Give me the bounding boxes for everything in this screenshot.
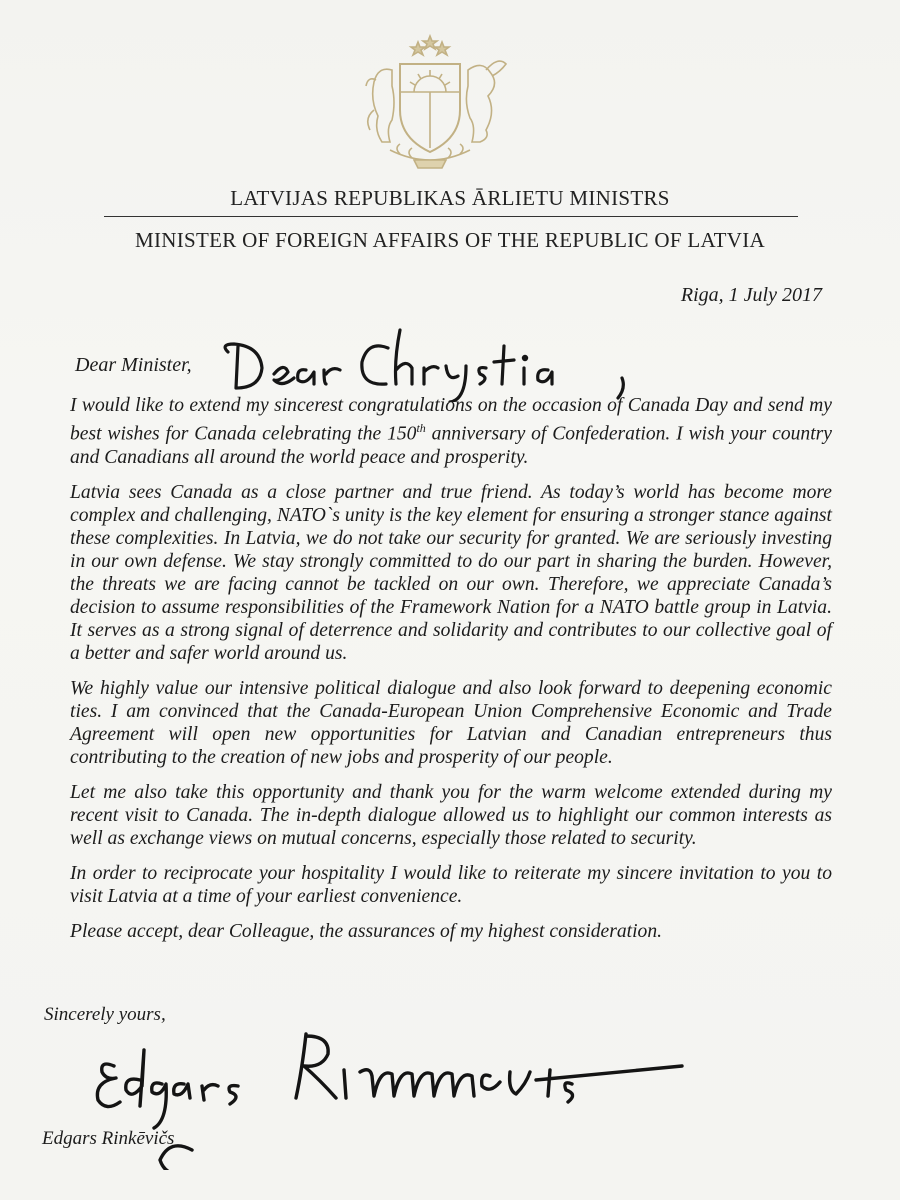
signer-name: Edgars Rinkēvičs xyxy=(42,1128,175,1149)
paragraph-thanks: Let me also take this opportunity and thank you for the warm welcome extended during my recent visit to Canada. The in-depth dialogue allowed us to highlight our common interests as well as exchange views on mutual concerns, especially those related to security. xyxy=(70,781,832,849)
paragraph-1-text: I would like to extend my sincerest congratulations on the occasion of Canada Day and send my best wishes for Canada celebrating the 150 xyxy=(70,395,832,445)
paragraph-1-text-cont: anniversary of Confederation. I wish your country and Canadians all around the world peace and prosperity. xyxy=(70,423,832,468)
letterhead-title-latvian: LATVIJAS REPUBLIKAS ĀRLIETU MINISTRS xyxy=(230,186,670,210)
paragraph-congratulations xyxy=(70,394,832,469)
handwritten-salutation-image xyxy=(210,322,650,402)
paragraph-invitation: In order to reciprocate your hospitality I would like to reiterate my sincere invitation to you to visit Latvia at a time of your earliest convenience. xyxy=(70,862,832,907)
letter-body xyxy=(70,394,832,955)
ordinal-suffix: th xyxy=(416,421,426,435)
latvia-coat-of-arms-icon xyxy=(330,30,530,175)
letterhead-title-english: MINISTER OF FOREIGN AFFAIRS OF THE REPUBLIC OF LATVIA xyxy=(134,228,766,252)
paragraph-economic-ties: We highly value our intensive political dialogue and also look forward to deepening economic ties. I am convinced that the Canada-European Union Comprehensive Economic and Trade Agreement will open new opportunities for Latvian and Canadian entrepreneurs thus contributing to the creation of new jobs and prosperity of our people. xyxy=(70,677,832,768)
paragraph-consideration: Please accept, dear Colleague, the assurances of my highest consideration. xyxy=(70,920,663,942)
salutation: Dear Minister, xyxy=(75,354,192,376)
closing-phrase: Sincerely yours, xyxy=(44,1004,166,1025)
paragraph-partnership: Latvia sees Canada as a close partner and true friend. As today’s world has become more complex and challenging, NATO`s unity is the key element for ensuring a stronger stance against these complexities. In Latvia, we do not take our security for granted. We are seriously investing in our own defense. We stay strongly committed to do our part in sharing the burden. However, the threats we are facing cannot be tackled on our own. Therefore, we appreciate Canada’s decision to assume responsibilities of the Framework Nation for a NATO battle group in Latvia. It serves as a strong signal of deterrence and solidarity and contributes to our collective goal of a better and safer world around us. xyxy=(70,481,832,664)
letterhead-divider xyxy=(104,216,798,217)
letter-date: Riga, 1 July 2017 xyxy=(680,284,822,306)
